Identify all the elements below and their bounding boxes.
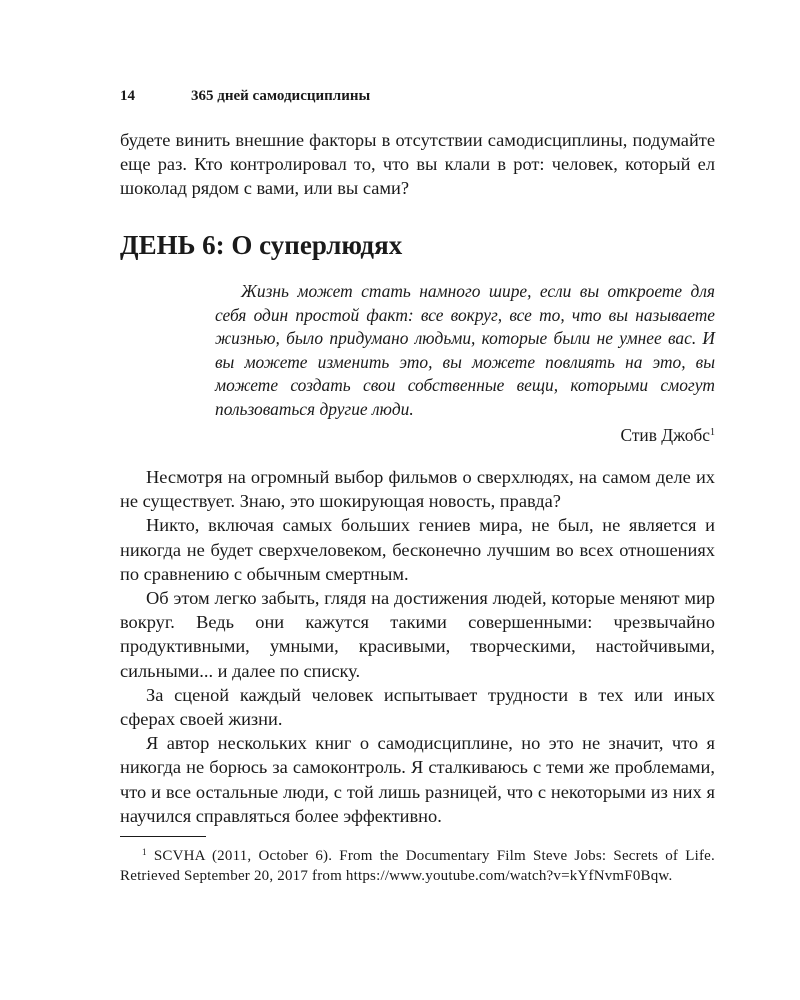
continued-paragraph: будете винить внешние факторы в отсутствии самодисциплины, подумайте еще раз. Кто контролировал то, что вы клали в рот: человек, который ел шоколад рядом с вами, или вы сами? [120,130,715,199]
paragraph: Несмотря на огромный выбор фильмов о сверхлюдях, на самом деле их не существует. Знаю, это шокирующая новость, правда? [120,467,715,512]
body-paragraphs [120,465,715,828]
running-head [120,88,370,105]
book-title: 365 дней самодисциплины [191,88,371,104]
footnote-divider [120,836,206,837]
epigraph-attribution [620,425,715,446]
footnote-reference[interactable]: 1 [710,427,715,438]
paragraph: Никто, включая самых больших гениев мира, не был, не является и никогда не будет сверхчеловеком, бесконечно лучшим во всех отношениях по сравнению с обычным смертным. [120,515,715,584]
attribution-author: Стив Джобс [620,425,710,445]
footnote-text: SCVHA (2011, October 6). From the Documentary Film Steve Jobs: Secrets of Life. Retrieved September 20, 2017 from https://www.youtube.com/watch?v=kYfNvmF0Bqw. [120,848,715,884]
page-number: 14 [120,88,135,104]
section-heading: ДЕНЬ 6: О суперлюдях [120,230,403,260]
paragraph: Об этом легко забыть, глядя на достижения людей, которые меняют мир вокруг. Ведь они кажутся такими совершенными: чрезвычайно продуктивными, умными, красивыми, творческими, настойчивыми, сильными... и далее по списку. [120,588,715,681]
paragraph: За сценой каждый человек испытывает трудности в тех или иных сферах своей жизни. [120,684,715,730]
footnote [120,843,715,886]
paragraph: Я автор нескольких книг о самодисциплине, но это не значит, что я никогда не борюсь за самоконтроль. Я сталкиваюсь с теми же проблемами, что и все остальные люди, с той лишь разницей, что с некоторыми из них я научился справляться более эффективно. [120,733,715,826]
footnote-marker: 1 [142,847,147,857]
epigraph-quote: Жизнь может стать намного шире, если вы откроете для себя один простой факт: все вокруг, все то, что вы называете жизнью, было придумано людьми, которые были не умнее вас. И вы можете изменить это, вы можете повлиять на это, вы можете создать свои собственные вещи, которыми смогут пользоваться другие люди. [215,281,715,419]
